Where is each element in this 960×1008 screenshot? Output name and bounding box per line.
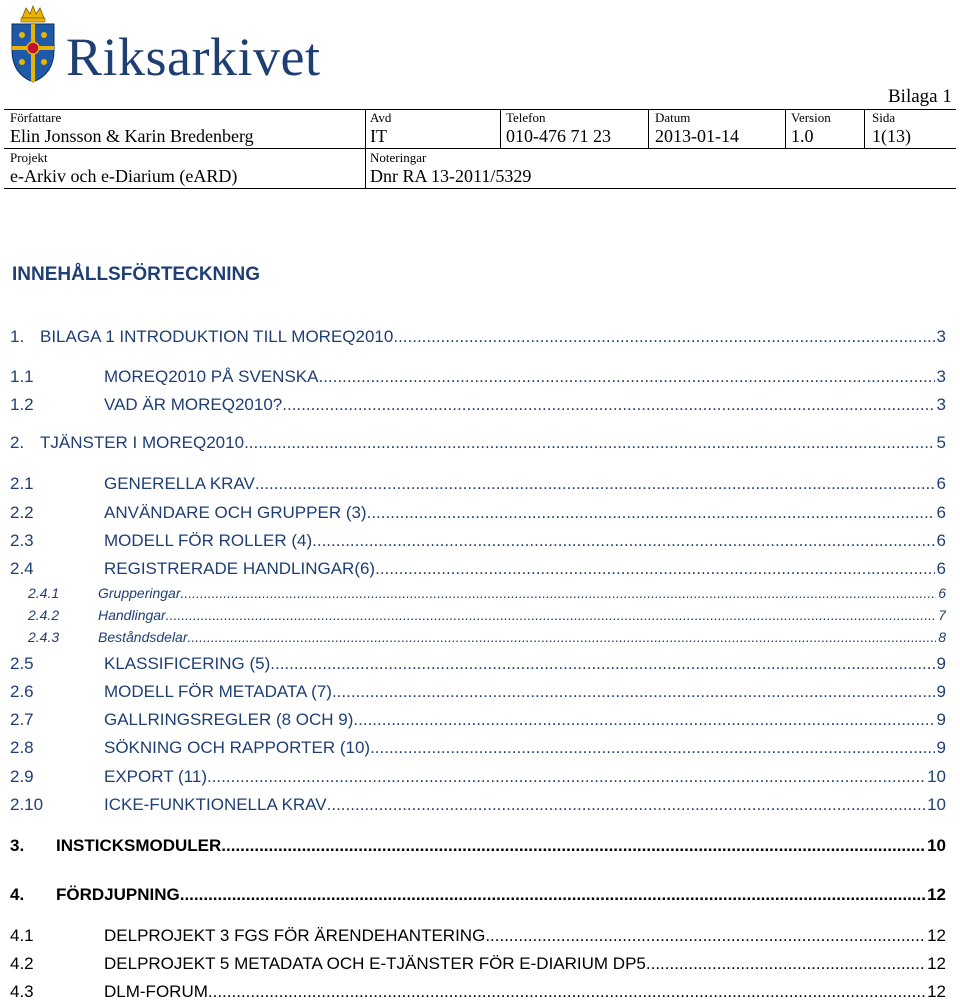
toc-entry[interactable] [0,836,960,862]
toc-entry[interactable] [0,654,960,680]
toc-leader-dots [375,559,934,579]
toc-entry-number: 2.3 [10,531,34,550]
toc-leader-dots [646,954,925,974]
toc-entry[interactable] [0,767,960,793]
header-rule-bottom [4,188,956,189]
toc-leader-dots [244,433,934,453]
toc-entry[interactable] [0,682,960,708]
toc-entry-page: 6 [936,474,946,493]
toc-entry[interactable] [0,474,960,500]
logo-wordmark: Riksarkivet [66,27,321,87]
toc-entry-page: 8 [938,629,946,645]
toc-entry-number: 4.3 [10,982,34,1001]
toc-entry[interactable] [0,982,960,1008]
toc-entry-page: 12 [927,954,946,973]
toc-entry-number: 2.10 [10,795,44,814]
toc-entry-number: 2.4.1 [28,585,60,601]
toc-entry-number: 2. [10,433,25,452]
toc-entry-page: 3 [936,395,946,414]
toc-leader-dots [270,654,934,674]
toc-entry-page: 3 [936,327,946,346]
toc-entry-number: 2.7 [10,710,34,729]
notes-label: Noteringar [370,150,427,165]
header-rule-middle [4,148,956,149]
toc-entry[interactable] [0,433,960,459]
page-cell [872,110,911,147]
toc-entry[interactable] [0,531,960,557]
toc-entry-number: 2.5 [10,654,34,673]
page-label: Sida [872,110,896,125]
toc-entry[interactable] [0,795,960,821]
dept-cell [370,110,391,147]
toc-leader-dots [255,474,935,494]
toc-entry-number: 2.9 [10,767,34,786]
toc-leader-dots [188,629,937,645]
toc-leader-dots [180,885,925,905]
toc-entry-title: EXPORT (11) [104,767,207,786]
toc-entry-title: VAD ÄR MOREQ2010? [104,395,283,414]
date-label: Datum [655,110,691,125]
toc-entry-page: 10 [927,836,946,855]
toc-entry-page: 12 [927,982,946,1001]
toc-leader-dots [332,682,935,702]
toc-entry-page: 9 [936,654,946,673]
toc-entry-page: 12 [927,885,946,904]
toc-entry-page: 9 [936,682,946,701]
toc-entry-number: 2.4.2 [28,607,60,623]
toc-entry-page: 10 [927,795,946,814]
toc-entry-number: 1. [10,327,25,346]
toc-leader-dots [327,795,925,815]
toc-entry-title: BILAGA 1 INTRODUKTION TILL MOREQ2010 [40,327,394,346]
toc-entry-title: GENERELLA KRAV [104,474,255,493]
toc-entry-title: MOREQ2010 PÅ SVENSKA [104,367,319,386]
toc-entry-number: 2.4 [10,559,34,578]
toc-entry-number: 1.1 [10,367,34,386]
toc-entry-page: 10 [927,767,946,786]
toc-entry-title: GALLRINGSREGLER (8 OCH 9) [104,710,354,729]
toc-entry[interactable] [0,327,960,353]
author-value: Elin Jonsson & Karin Bredenberg [10,126,254,146]
toc-entry[interactable] [0,954,960,980]
toc-entry-title: MODELL FÖR ROLLER (4) [104,531,313,550]
toc-entry-number: 2.2 [10,503,34,522]
toc-entry-title: ANVÄNDARE OCH GRUPPER (3) [104,503,367,522]
toc-entry-page: 6 [936,531,946,550]
toc-entry[interactable] [0,926,960,952]
toc-entry[interactable] [0,559,960,585]
toc-entry-title: DELPROJEKT 5 METADATA OCH E-TJÄNSTER FÖR E-DIARIUM DP5 [104,954,646,973]
toc-entry-page: 6 [936,503,946,522]
toc-entry-page: 6 [938,585,946,601]
toc-leader-dots [485,926,925,946]
page-value: 1(13) [872,126,911,146]
toc-entry-page: 6 [936,559,946,578]
toc-entry-title: INSTICKSMODULER [56,836,222,855]
dept-value: IT [370,126,387,146]
version-value: 1.0 [791,126,814,146]
header-divider [864,109,865,148]
toc-entry[interactable] [0,885,960,911]
toc-leader-dots [370,738,934,758]
header-divider [365,109,366,188]
toc-entry-title: ICKE-FUNKTIONELLA KRAV [104,795,327,814]
toc-entry-number: 4.2 [10,954,34,973]
toc-entry-title: DLM-FORUM [104,982,208,1001]
date-value: 2013-01-14 [655,126,739,146]
phone-label: Telefon [506,110,546,125]
toc-entry-number: 1.2 [10,395,34,414]
toc-entry-page: 5 [936,433,946,452]
toc-entry[interactable] [0,738,960,764]
author-cell [10,110,254,147]
appendix-label: Bilaga 1 [888,86,952,107]
toc-entry-title: DELPROJEKT 3 FGS FÖR ÄRENDEHANTERING [104,926,486,945]
toc-entry-page: 7 [938,607,946,623]
toc-entry-title: KLASSIFICERING (5) [104,654,271,673]
project-cell [10,150,237,187]
toc-entry[interactable] [0,367,960,393]
toc-entry-number: 4.1 [10,926,34,945]
toc-entry-title: Grupperingar [98,585,181,601]
toc-leader-dots [367,503,935,523]
toc-leader-dots [353,710,934,730]
notes-value: Dnr RA 13-2011/5329 [370,166,532,186]
project-value: e-Arkiv och e-Diarium (eARD) [10,166,238,186]
toc-entry-number: 2.6 [10,682,34,701]
toc-entry-page: 3 [936,367,946,386]
header-divider [785,109,786,148]
version-label: Version [791,110,831,125]
phone-cell [506,110,611,147]
toc-leader-dots [208,982,925,1002]
toc-entry-title: REGISTRERADE HANDLINGAR(6) [104,559,376,578]
toc-entry-page: 12 [927,926,946,945]
toc-entry-page: 9 [936,710,946,729]
project-label: Projekt [10,150,48,165]
toc-entry-number: 2.8 [10,738,34,757]
toc-entry[interactable] [0,395,960,421]
author-label: Författare [10,110,62,125]
toc-entry-title: SÖKNING OCH RAPPORTER (10) [104,738,371,757]
notes-cell [370,150,531,187]
riksarkivet-seal-icon [8,4,58,84]
toc-leader-dots [166,607,936,623]
toc-entry-number: 2.1 [10,474,34,493]
dept-label: Avd [370,110,392,125]
toc-leader-dots [312,531,934,551]
toc-entry-number: 3. [10,836,25,855]
date-cell [655,110,739,147]
toc-leader-dots [207,767,925,787]
toc-entry[interactable] [0,503,960,529]
toc-entry[interactable] [0,710,960,736]
header-divider [648,109,649,148]
toc-entry-title: FÖRDJUPNING [56,885,180,904]
toc-entry-number: 2.4.3 [28,629,60,645]
header-divider [500,109,501,148]
toc-entry-page: 9 [936,738,946,757]
toc-leader-dots [221,836,925,856]
toc-leader-dots [393,327,934,347]
toc-entry-title: MODELL FÖR METADATA (7) [104,682,332,701]
toc-entry-title: Beståndsdelar [98,629,188,645]
toc-leader-dots [282,395,934,415]
toc-heading: INNEHÅLLSFÖRTECKNING [12,264,261,285]
version-cell [791,110,831,147]
toc-entry-title: TJÄNSTER I MOREQ2010 [40,433,245,452]
toc-entry-title: Handlingar [98,607,166,623]
toc-entry[interactable] [0,629,960,655]
toc-entry-number: 4. [10,885,25,904]
toc-leader-dots [181,585,937,601]
toc-leader-dots [318,367,934,387]
phone-value: 010-476 71 23 [506,126,611,146]
